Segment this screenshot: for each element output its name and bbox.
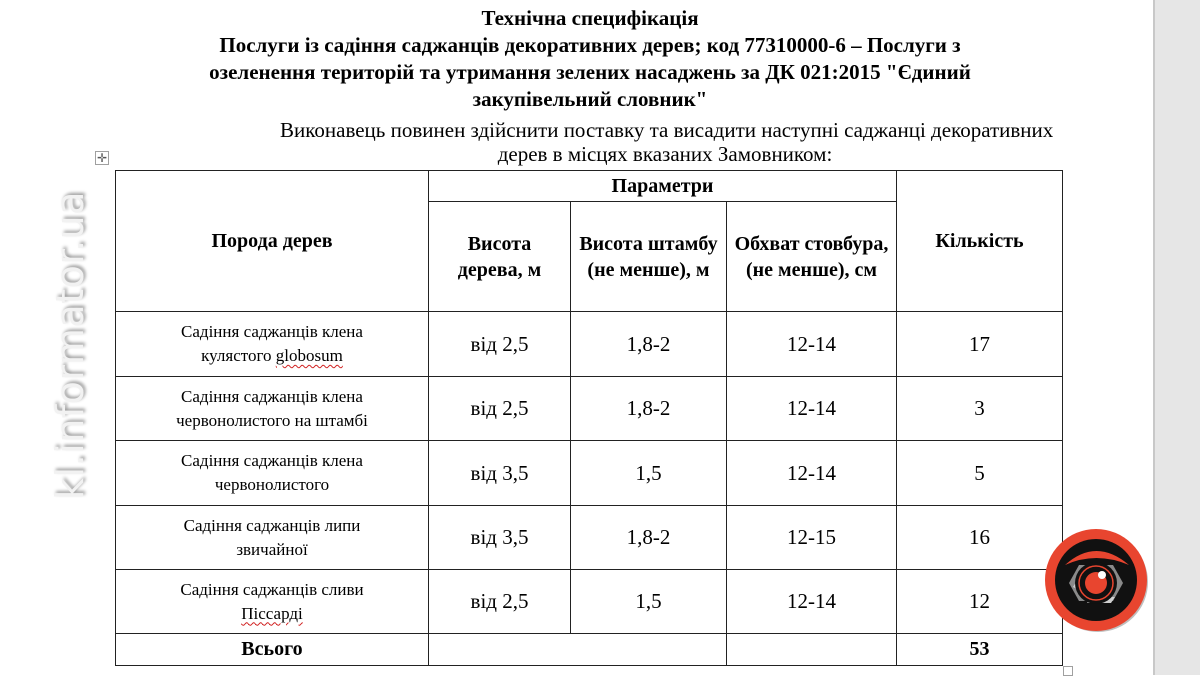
table-row: [116, 312, 1063, 377]
trunk-girth-cell: 12-15: [727, 506, 897, 570]
species-cell: Садіння саджанців клена червонолистого: [116, 441, 429, 506]
intro-line: дерев в місцях вказаних Замовником:: [497, 142, 833, 166]
tree-height-cell: від 2,5: [429, 570, 571, 634]
stem-height-cell: 1,8-2: [571, 377, 727, 441]
stem-height-cell: 1,5: [571, 441, 727, 506]
quantity-cell: 12: [897, 570, 1063, 634]
title-line: Послуги із садіння саджанців декоративних дерев; код 77310000-6 – Послуги з: [219, 33, 961, 57]
table-row: [116, 441, 1063, 506]
tree-height-cell: від 2,5: [429, 312, 571, 377]
tree-height-cell: від 3,5: [429, 506, 571, 570]
trunk-girth-cell: 12-14: [727, 441, 897, 506]
tree-height-cell: від 3,5: [429, 441, 571, 506]
trunk-girth-cell: 12-14: [727, 377, 897, 441]
specification-table: [115, 170, 1063, 666]
total-quantity: 53: [897, 634, 1063, 666]
watermark-text: kl.informator.ua: [48, 191, 92, 500]
window-gutter: [1153, 0, 1200, 675]
header-trunk-girth: Обхват стовбура, (не менше), см: [727, 202, 897, 312]
header-parameters: Параметри: [429, 171, 897, 202]
tree-height-cell: від 2,5: [429, 377, 571, 441]
spellcheck-mark: globosum: [275, 346, 343, 365]
total-empty-cell: [727, 634, 897, 666]
stem-height-cell: 1,8-2: [571, 312, 727, 377]
trunk-girth-cell: 12-14: [727, 312, 897, 377]
stem-height-cell: 1,8-2: [571, 506, 727, 570]
trunk-girth-cell: 12-14: [727, 570, 897, 634]
intro-paragraph: [150, 118, 1054, 166]
table-row: [116, 570, 1063, 634]
header-stem-height: Висота штамбу (не менше), м: [571, 202, 727, 312]
quantity-cell: 5: [897, 441, 1063, 506]
species-cell: Садіння саджанців липи звичайної: [116, 506, 429, 570]
title-line: закупівельний словник": [472, 87, 708, 111]
table-move-handle-icon[interactable]: ✛: [96, 151, 108, 165]
total-empty-cell: [429, 634, 727, 666]
table-row: [116, 377, 1063, 441]
document-title: [150, 5, 1030, 113]
species-cell: Садіння саджанців клена червонолистого на штамбі: [116, 377, 429, 441]
title-line: Технічна специфікація: [481, 6, 699, 30]
stem-height-cell: 1,5: [571, 570, 727, 634]
header-tree-height: Висота дерева, м: [429, 202, 571, 312]
quantity-cell: 17: [897, 312, 1063, 377]
intro-line: Виконавець повинен здійснити поставку та висадити наступні саджанці декоративних: [280, 118, 1054, 142]
species-cell: Садіння саджанців клена кулястого globosum: [116, 312, 429, 377]
table-row: [116, 506, 1063, 570]
header-species: Порода дерев: [116, 171, 429, 312]
species-cell: Садіння саджанців сливи Піссарді: [116, 570, 429, 634]
quantity-cell: 3: [897, 377, 1063, 441]
total-row: [116, 634, 1063, 666]
header-quantity: Кількість: [897, 171, 1063, 312]
spellcheck-mark: Піссарді: [241, 603, 303, 623]
title-line: озеленення територій та утримання зелених насаджень за ДК 021:2015 "Єдиний: [209, 60, 971, 84]
quantity-cell: 16: [897, 506, 1063, 570]
total-label: Всього: [116, 634, 429, 666]
eye-logo-icon: [1043, 527, 1149, 633]
